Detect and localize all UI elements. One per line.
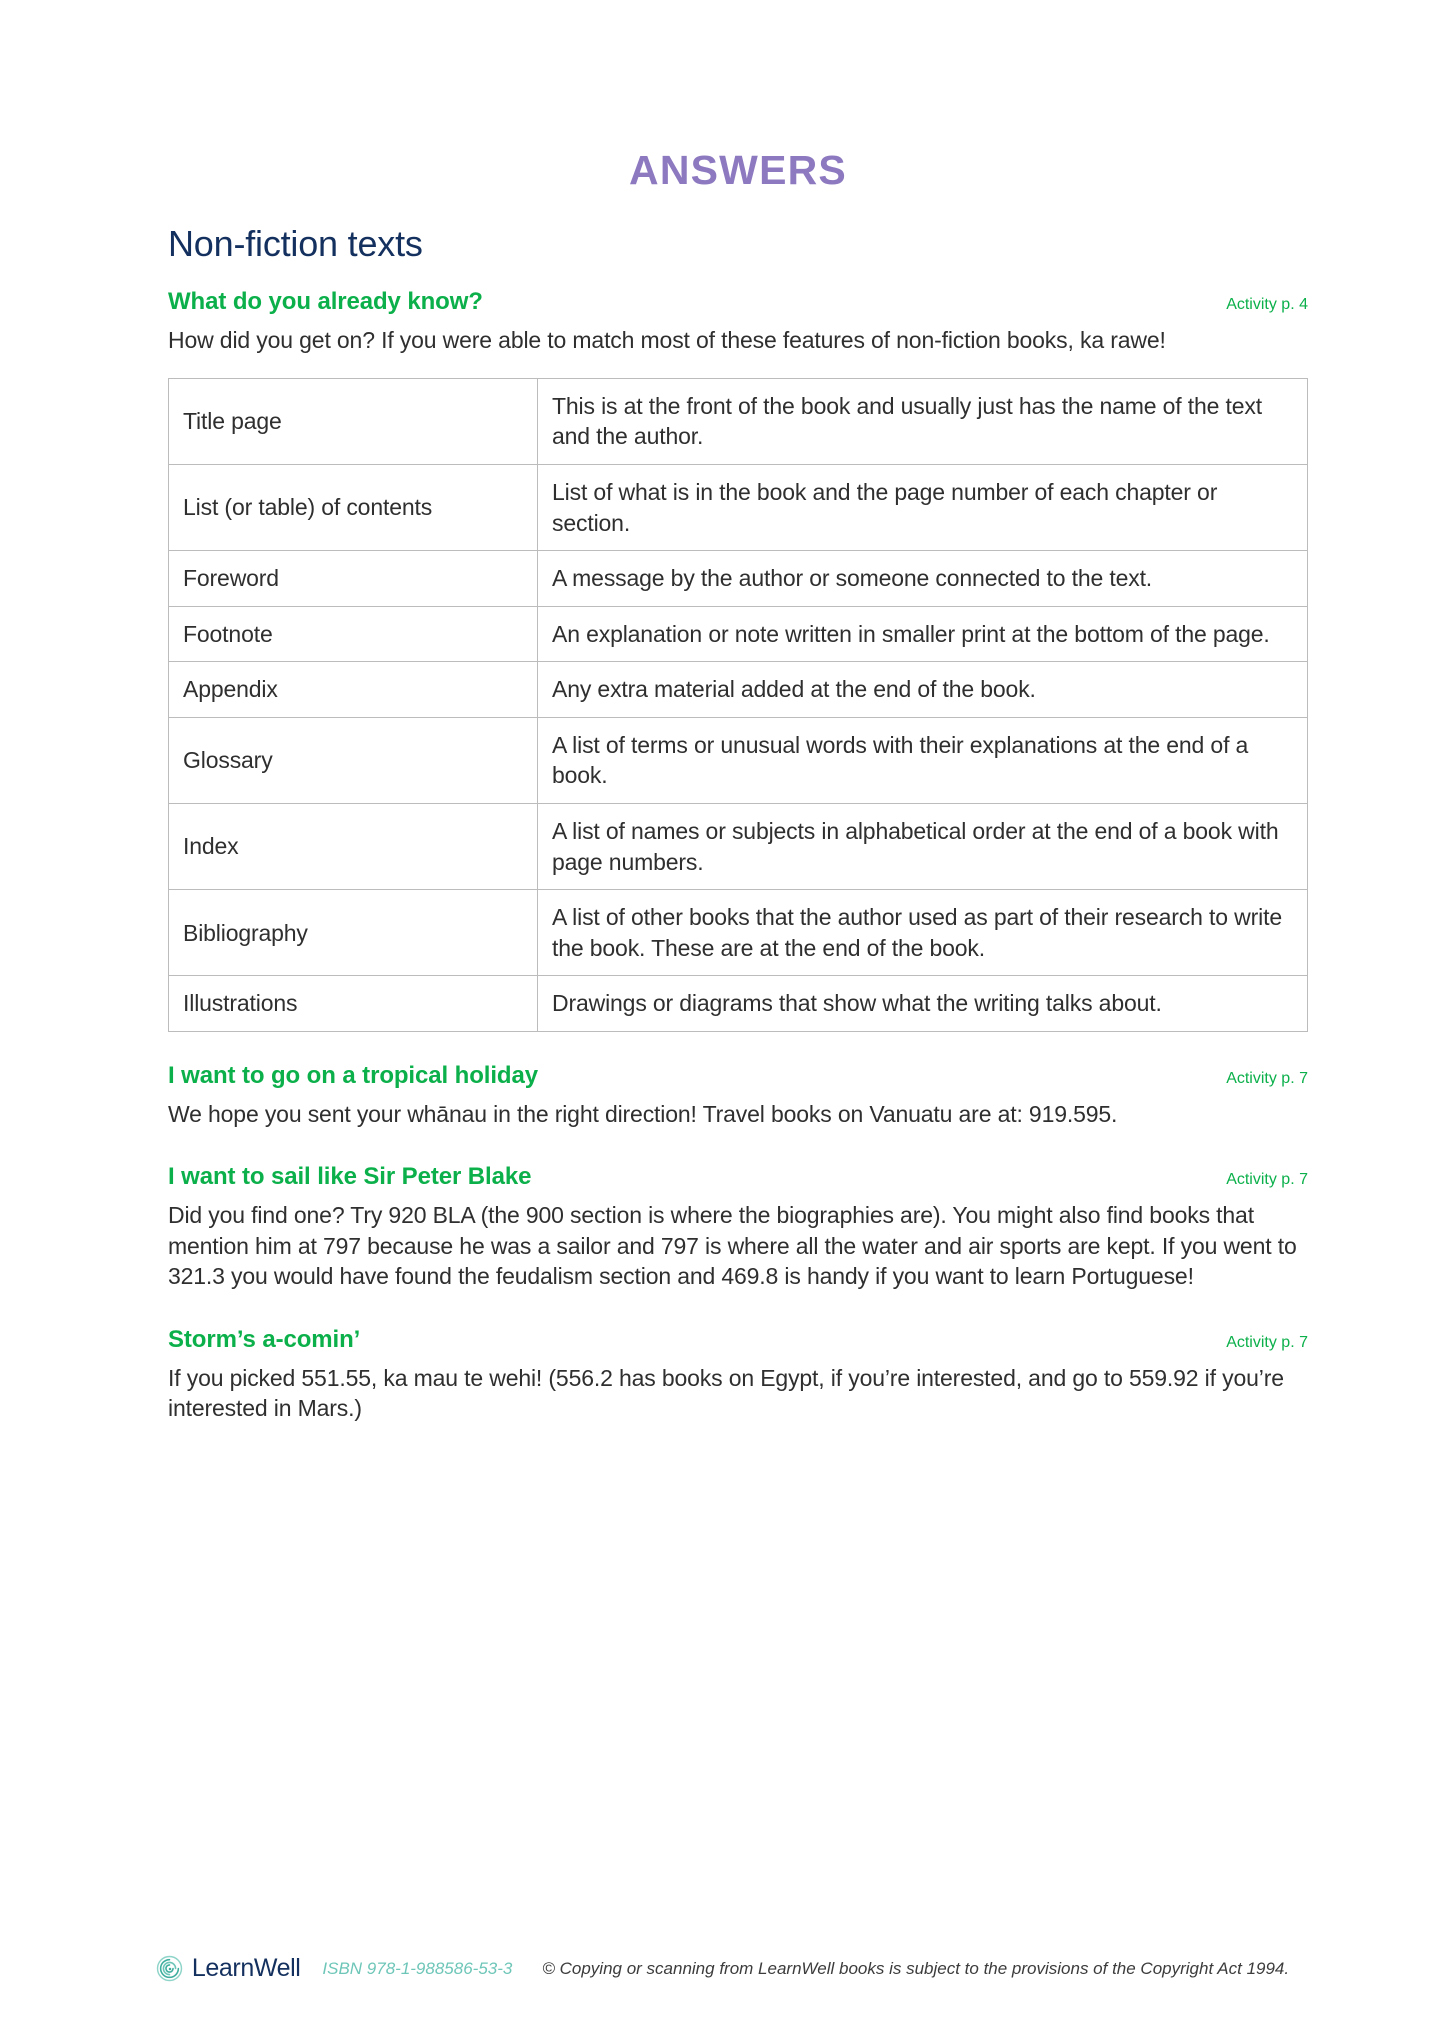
feature-term: Title page (169, 378, 538, 464)
feature-term: Bibliography (169, 890, 538, 976)
non-fiction-features-table (168, 378, 1308, 1032)
section-header-tropical-holiday (168, 1062, 1308, 1091)
feature-term: Glossary (169, 717, 538, 803)
subsection-heading: What do you already know? (168, 288, 483, 316)
feature-definition: This is at the front of the book and usually just has the name of the text and the author. (538, 378, 1308, 464)
page-content (168, 148, 1308, 1424)
feature-definition: A list of terms or unusual words with their explanations at the end of a book. (538, 717, 1308, 803)
activity-reference: Activity p. 7 (1226, 1069, 1308, 1087)
feature-term: Foreword (169, 551, 538, 607)
subsection-heading: Storm’s a-comin’ (168, 1325, 361, 1353)
feature-term: Footnote (169, 606, 538, 662)
feature-definition: Drawings or diagrams that show what the writing talks about. (538, 976, 1308, 1032)
feature-term: Index (169, 804, 538, 890)
table-row (169, 976, 1308, 1032)
table-row (169, 717, 1308, 803)
copyright-notice: © Copying or scanning from LearnWell books is subject to the provisions of the Copyright Act 1994. (542, 1958, 1290, 1978)
feature-definition: A message by the author or someone connected to the text. (538, 551, 1308, 607)
activity-reference: Activity p. 7 (1226, 1333, 1308, 1351)
activity-reference: Activity p. 7 (1226, 1171, 1308, 1189)
table-row (169, 378, 1308, 464)
activity-reference: Activity p. 4 (1226, 296, 1308, 314)
table-row (169, 890, 1308, 976)
spiral-koru-icon (156, 1955, 183, 1982)
section-body: We hope you sent your whānau in the right direction! Travel books on Vanuatu are at: 919.595. (168, 1100, 1118, 1127)
section-body: Did you find one? Try 920 BLA (the 900 section is where the biographies are). You might also find books that mention him at 797 because he was a sailor and 797 is where all the water and air sports are kept. If you went to 321.3 you would have found the feudalism section and 469.8 is handy if you want to learn Portuguese! (168, 1202, 1297, 1290)
table-row (169, 465, 1308, 551)
brand-name: LearnWell (191, 1954, 301, 1982)
feature-term: List (or table) of contents (169, 465, 538, 551)
table-row (169, 804, 1308, 890)
feature-definition: A list of other books that the author used as part of their research to write the book. These are at the end of the book. (538, 890, 1308, 976)
table-row (169, 606, 1308, 662)
subsection-heading: I want to sail like Sir Peter Blake (168, 1163, 532, 1191)
section-heading: Non-fiction texts (168, 223, 423, 265)
section-body: How did you get on? If you were able to match most of these features of non-fiction books, ka rawe! (168, 327, 1166, 354)
subsection-heading: I want to go on a tropical holiday (168, 1061, 538, 1089)
table-row (169, 551, 1308, 607)
isbn-text: ISBN 978-1-988586-53-3 (322, 1958, 513, 1978)
table-row (169, 662, 1308, 718)
learnwell-logo (156, 1955, 301, 1982)
feature-term: Illustrations (169, 976, 538, 1032)
feature-definition: List of what is in the book and the page number of each chapter or section. (538, 465, 1308, 551)
feature-definition: An explanation or note written in smaller print at the bottom of the page. (538, 606, 1308, 662)
section-header-sir-peter-blake (168, 1163, 1308, 1192)
feature-definition: Any extra material added at the end of the book. (538, 662, 1308, 718)
section-header-storms-a-comin (168, 1326, 1308, 1355)
page-footer (0, 1955, 1445, 1982)
section-body: If you picked 551.55, ka mau te wehi! (556.2 has books on Egypt, if you’re interested, and go to 559.92 if you’re interested in Mars.) (168, 1364, 1284, 1422)
section-header-what-do-you-already-know (168, 288, 1308, 317)
page-title: ANSWERS (629, 147, 847, 193)
feature-term: Appendix (169, 662, 538, 718)
feature-definition: A list of names or subjects in alphabetical order at the end of a book with page numbers. (538, 804, 1308, 890)
